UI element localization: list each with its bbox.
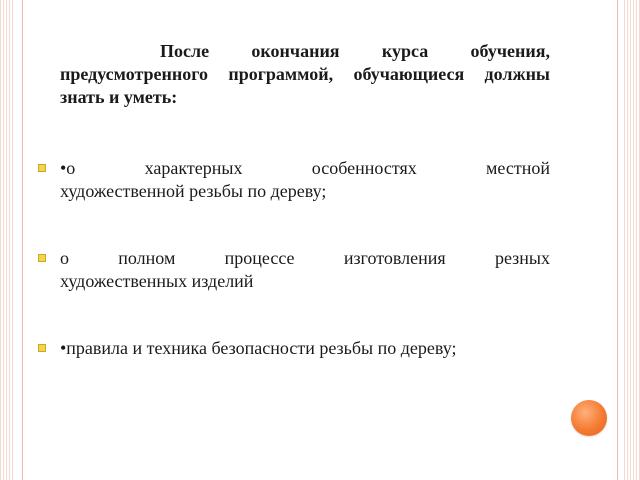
list-item-line: •правила и техника безопасности резьбы по дереву; (60, 338, 457, 358)
slide-heading: После окончания курса обучения, предусмотренного программой, обучающиеся должны знать и уметь: (60, 41, 550, 107)
orange-circle-decoration (571, 400, 607, 436)
list-item-line: •о характерных особенностях местной (60, 158, 550, 178)
list-item (38, 157, 550, 203)
list-item-line: о полном процессе изготовления резных (60, 248, 550, 268)
list-item (38, 247, 550, 293)
bullet-list (38, 157, 550, 360)
left-border-rule (22, 0, 23, 480)
right-border-rule (617, 0, 618, 480)
list-item (38, 337, 550, 360)
list-item-line: художественной резьбы по дереву; (60, 181, 327, 201)
slide-content (38, 40, 550, 404)
square-bullet-icon (38, 164, 46, 172)
square-bullet-icon (38, 344, 46, 352)
list-item-line: художественных изделий (60, 271, 254, 291)
right-border-decoration (624, 0, 640, 480)
left-border-decoration (0, 0, 14, 480)
square-bullet-icon (38, 254, 46, 262)
